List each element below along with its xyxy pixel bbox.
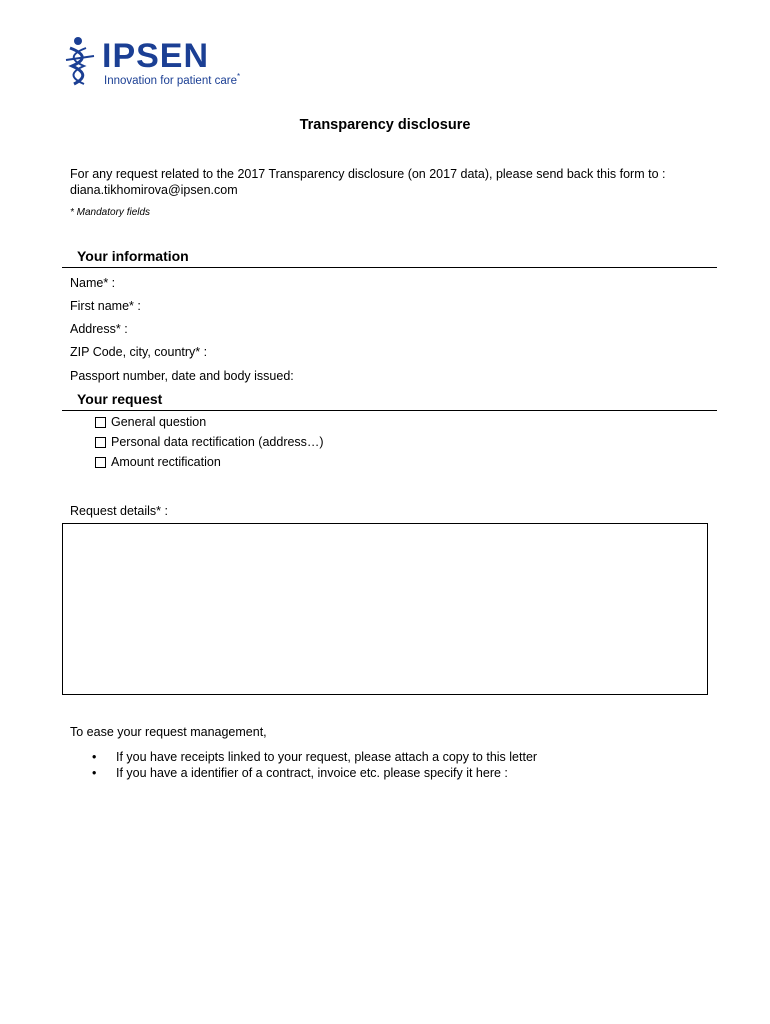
passport-field-label: Passport number, date and body issued: bbox=[70, 369, 294, 383]
page-title: Transparency disclosure bbox=[299, 117, 471, 133]
address-field-label: Address* : bbox=[70, 322, 128, 336]
checkbox-box[interactable] bbox=[95, 437, 106, 448]
bullet-text: If you have receipts linked to your request, please attach a copy to this letter bbox=[116, 750, 538, 764]
checkbox-label: Personal data rectification (address…) bbox=[111, 435, 324, 449]
ipsen-logo bbox=[64, 34, 264, 90]
checkbox-personal-data-rectification[interactable] bbox=[95, 435, 324, 449]
checkbox-amount-rectification[interactable] bbox=[95, 455, 221, 469]
section-heading-your-information: Your information bbox=[62, 248, 717, 268]
section-heading-your-request: Your request bbox=[62, 391, 717, 411]
logo-tagline: Innovation for patient care* bbox=[104, 72, 241, 87]
request-details-label: Request details* : bbox=[70, 504, 168, 518]
checkbox-box[interactable] bbox=[95, 417, 106, 428]
contact-email: diana.tikhomirova@ipsen.com bbox=[70, 183, 238, 197]
intro-line: For any request related to the 2017 Transparency disclosure (on 2017 data), please send back this form to : bbox=[70, 167, 666, 181]
checkbox-label: General question bbox=[111, 415, 207, 429]
checkbox-box[interactable] bbox=[95, 457, 106, 468]
bullet-text: If you have a identifier of a contract, invoice etc. please specify it here : bbox=[116, 766, 508, 780]
mandatory-note: * Mandatory fields bbox=[70, 207, 151, 218]
checkbox-label: Amount rectification bbox=[111, 455, 221, 469]
bullet-item-receipts bbox=[92, 750, 537, 764]
bullet-item-identifier bbox=[92, 766, 508, 780]
ipsen-helix-icon bbox=[64, 34, 100, 86]
first-name-field-label: First name* : bbox=[70, 299, 141, 313]
logo-wordmark: IPSEN bbox=[102, 37, 210, 75]
intro-text bbox=[70, 166, 710, 198]
request-details-textarea[interactable] bbox=[62, 523, 708, 695]
ease-text: To ease your request management, bbox=[70, 725, 267, 739]
bullet-dot-icon: • bbox=[92, 766, 97, 780]
name-field-label: Name* : bbox=[70, 276, 116, 290]
bullet-dot-icon: • bbox=[92, 750, 97, 764]
checkbox-general-question[interactable] bbox=[95, 415, 206, 429]
zip-city-country-field-label: ZIP Code, city, country* : bbox=[70, 345, 208, 359]
